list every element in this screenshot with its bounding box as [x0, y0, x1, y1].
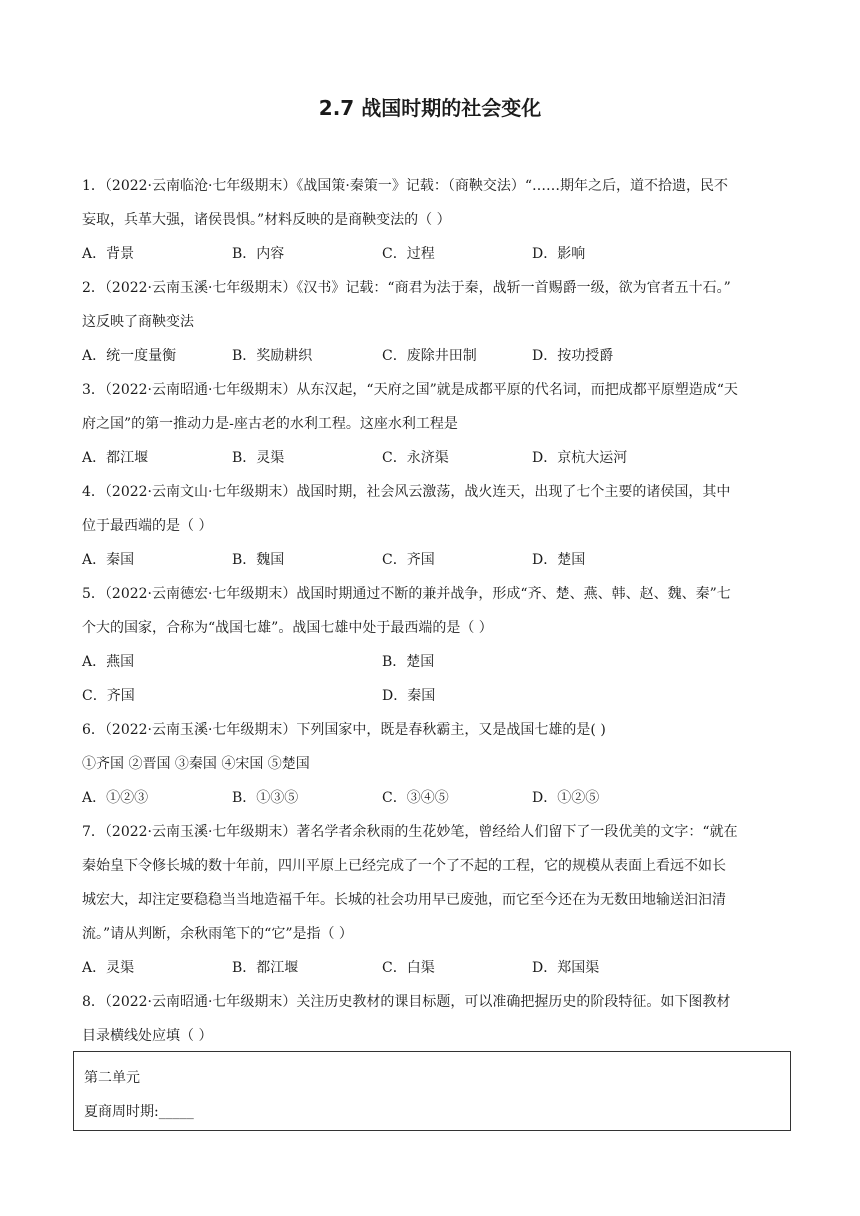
question-text: 6．（2022·云南玉溪·七年级期末）下列国家中，既是春秋霸主，又是战国七雄的是( ) [82, 722, 606, 738]
question-text: 个大的国家，合称为“战国七雄”。战国七雄中处于最西端的是（ ） [82, 620, 493, 636]
option-a[interactable]: A．都江堰 [82, 450, 149, 466]
question-3 [82, 380, 782, 482]
options-row [82, 346, 782, 380]
period-blank-line: 夏商周时期:_____ [84, 1104, 194, 1120]
unit-label: 第二单元 [84, 1070, 140, 1086]
option-d[interactable]: D．楚国 [532, 552, 586, 568]
option-c[interactable]: C．白渠 [382, 960, 435, 976]
options-row [82, 686, 782, 720]
question-text: 7．（2022·云南玉溪·七年级期末）著名学者余秋雨的生花妙笔，曾经给人们留下了一段优美的文字：“就在 [82, 824, 738, 840]
option-a[interactable]: A．秦国 [82, 552, 135, 568]
option-c[interactable]: C．齐国 [82, 688, 135, 704]
option-b[interactable]: B．魏国 [232, 552, 285, 568]
option-b[interactable]: B．奖励耕织 [232, 348, 313, 364]
option-c[interactable]: C．永济渠 [382, 450, 449, 466]
option-b[interactable]: B．灵渠 [232, 450, 285, 466]
question-text: 3．（2022·云南昭通·七年级期末）从东汉起，“天府之国”就是成都平原的代名词，而把成都平原塑造成“天 [82, 382, 738, 398]
textbook-contents-box [73, 1051, 791, 1131]
option-d[interactable]: D．影响 [532, 246, 586, 262]
question-text: 这反映了商鞅变法 [82, 314, 194, 330]
option-c[interactable]: C．过程 [382, 246, 435, 262]
question-text: 妄取，兵革大强，诸侯畏惧。”材料反映的是商鞅变法的（ ） [82, 212, 451, 228]
question-text: 府之国”的第一推动力是-座古老的水利工程。这座水利工程是 [82, 416, 458, 432]
question-text: 8．（2022·云南昭通·七年级期末）关注历史教材的课目标题，可以准确把握历史的阶段特征。如下图教材 [82, 994, 731, 1010]
page-title: 2.7 战国时期的社会变化 [318, 96, 542, 120]
question-text: 1．（2022·云南临沧·七年级期末）《战国策·秦策一》记载：（商鞅交法）“……期年之后，道不拾遗，民不 [82, 178, 729, 194]
question-text: 城宏大，却注定要稳稳当当地造福千年。长城的社会功用早已废弛，而它至今还在为无数田地输送汩汩清 [82, 892, 726, 908]
question-7 [82, 822, 782, 992]
question-6 [82, 720, 782, 822]
options-row [82, 448, 782, 482]
option-c[interactable]: C．齐国 [382, 552, 435, 568]
option-a[interactable]: A．统一度量衡 [82, 348, 177, 364]
question-text: 5．（2022·云南德宏·七年级期末）战国时期通过不断的兼并战争，形成“齐、楚、燕、韩、赵、魏、秦”七 [82, 586, 731, 602]
option-a[interactable]: A．灵渠 [82, 960, 135, 976]
options-row [82, 958, 782, 992]
option-d[interactable]: D．郑国渠 [532, 960, 600, 976]
question-text: 流。”请从判断，余秋雨笔下的“它”是指（ ） [82, 926, 353, 942]
option-d[interactable]: D．秦国 [382, 688, 436, 704]
option-b[interactable]: B．内容 [232, 246, 285, 262]
option-d[interactable]: D．①②⑤ [532, 790, 600, 806]
options-row [82, 652, 782, 686]
question-4 [82, 482, 782, 584]
option-a[interactable]: A．背景 [82, 246, 135, 262]
option-d[interactable]: D．按功授爵 [532, 348, 614, 364]
question-text: 4．（2022·云南文山·七年级期末）战国时期，社会风云激荡，战火连天，出现了七个主要的诸侯国，其中 [82, 484, 731, 500]
question-1 [82, 176, 782, 278]
question-list [82, 176, 782, 1060]
option-c[interactable]: C．③④⑤ [382, 790, 449, 806]
options-row [82, 788, 782, 822]
question-text: ①齐国 ②晋国 ③秦国 ④宋国 ⑤楚国 [82, 756, 310, 772]
option-d[interactable]: D．京杭大运河 [532, 450, 628, 466]
question-8 [82, 992, 782, 1060]
option-a[interactable]: A．燕国 [82, 654, 135, 670]
option-c[interactable]: C．废除井田制 [382, 348, 477, 364]
question-text: 位于最西端的是（ ） [82, 518, 213, 534]
option-b[interactable]: B．①③⑤ [232, 790, 299, 806]
question-text: 秦始皇下令修长城的数十年前，四川平原上已经完成了一个了不起的工程，它的规模从表面上看远不如长 [82, 858, 726, 874]
question-text: 目录横线处应填（ ） [82, 1028, 213, 1044]
question-5 [82, 584, 782, 720]
option-a[interactable]: A．①②③ [82, 790, 149, 806]
question-2 [82, 278, 782, 380]
options-row [82, 550, 782, 584]
question-text: 2．（2022·云南玉溪·七年级期末）《汉书》记载：“商君为法于秦，战斩一首赐爵一级，欲为官者五十石。” [82, 280, 731, 296]
options-row [82, 244, 782, 278]
option-b[interactable]: B．都江堰 [232, 960, 299, 976]
option-b[interactable]: B．楚国 [382, 654, 435, 670]
